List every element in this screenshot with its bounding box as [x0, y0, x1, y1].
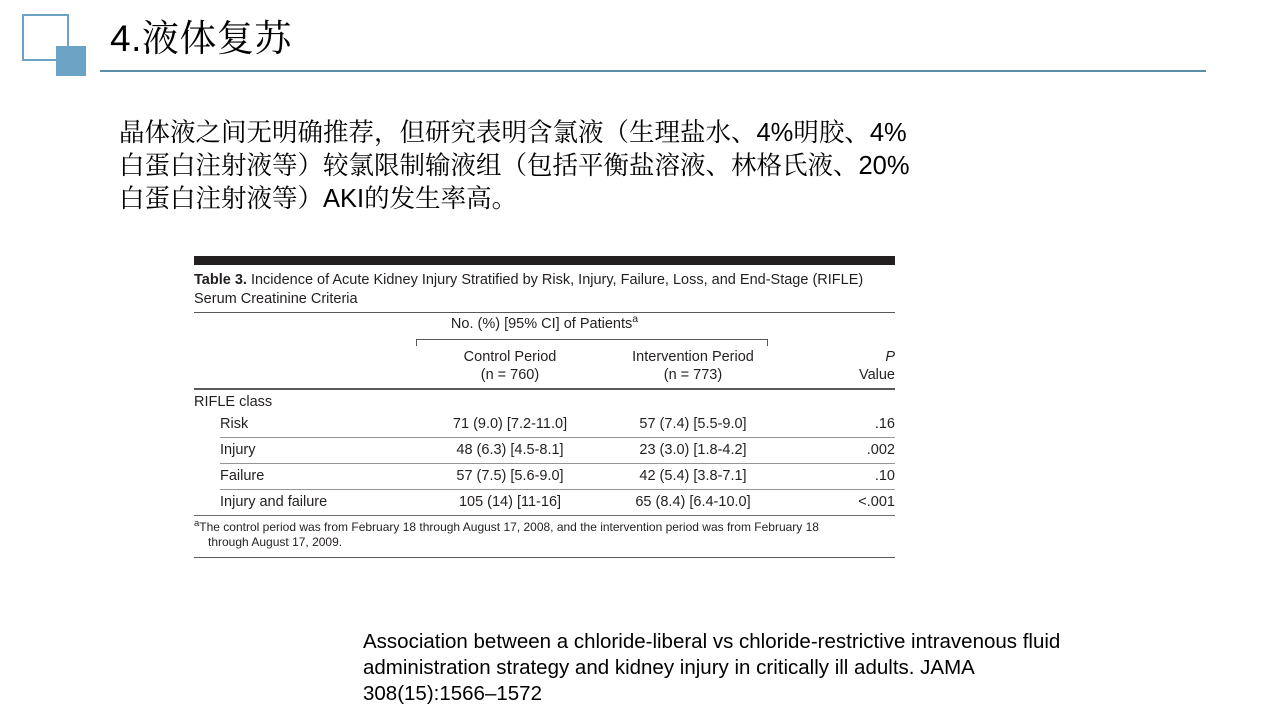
table-cell-label: Injury and failure: [220, 493, 328, 510]
body-paragraph: [119, 117, 979, 216]
table-cell-pvalue: .16: [874, 415, 895, 432]
citation-line: administration strategy and kidney injury in critically ill adults. JAMA: [363, 656, 975, 679]
table-footnote-mark: a: [194, 517, 200, 529]
column-header-intervention-period-line1: Intervention Period: [632, 349, 754, 366]
table-footnote-line2: through August 17, 2009.: [208, 534, 343, 549]
table-cell-label: Failure: [220, 467, 265, 484]
decorative-filled-square-icon: [56, 46, 86, 76]
citation: [363, 629, 1203, 707]
column-header-p-value-line2: Value: [858, 367, 895, 384]
table-bottom-rule: [194, 557, 895, 558]
column-header-intervention-period-line2: (n = 773): [663, 367, 723, 384]
table-caption-text: Incidence of Acute Kidney Injury Stratified by Risk, Injury, Failure, Loss, and End-Stage (RIFLE) Serum Creatinine Criteria: [194, 272, 864, 307]
table-cell-pvalue: <.001: [858, 493, 895, 510]
citation-line: Association between a chloride-liberal vs chloride-restrictive intravenous fluid: [363, 630, 1061, 653]
column-header-p-value: [786, 348, 895, 384]
table-cell-intervention: 42 (5.4) [3.8-7.1]: [639, 467, 747, 484]
table-group-header: [194, 313, 895, 336]
page-title: 4.液体复苏: [110, 18, 292, 59]
table-row: [194, 412, 895, 437]
table-cell-control: 48 (6.3) [4.5-8.1]: [456, 441, 564, 458]
table-row-group-label: RIFLE class: [194, 393, 273, 410]
column-header-control-period-line1: Control Period: [463, 349, 557, 366]
citation-line: 308(15):1566–1572: [363, 682, 542, 705]
table-caption-label: Table 3.: [194, 272, 247, 288]
table-cell-intervention: 23 (3.0) [1.8-4.2]: [639, 441, 747, 458]
body-paragraph-line: 白蛋白注射液等）较氯限制输液组（包括平衡盐溶液、林格氏液、20%: [119, 152, 910, 180]
body-paragraph-line: 晶体液之间无明确推荐，但研究表明含氯液（生理盐水、4%明胶、4%: [119, 119, 907, 147]
header-divider: [100, 70, 1206, 72]
body-paragraph-line: 白蛋白注射液等）AKI的发生率高。: [119, 185, 518, 213]
table-row: [194, 464, 895, 489]
table-row: [194, 438, 895, 463]
table-cell-control: 57 (7.5) [5.6-9.0]: [456, 467, 564, 484]
table-cell-intervention: 57 (7.4) [5.5-9.0]: [639, 415, 747, 432]
table-group-header-label: No. (%) [95% CI] of Patients: [450, 316, 633, 333]
table-row: [194, 490, 895, 515]
column-header-control-period-line2: (n = 760): [480, 367, 540, 384]
table-footnote-line1: The control period was from February 18 through August 17, 2008, and the intervention period was from February 18: [199, 519, 819, 534]
table-group-header-text: [194, 313, 895, 333]
slide-header: [0, 0, 1280, 90]
table-figure: [194, 256, 895, 558]
column-header-control-period: [420, 348, 600, 384]
table-cell-control: 71 (9.0) [7.2-11.0]: [452, 415, 568, 432]
table-header-bracket-shape: [416, 339, 768, 346]
table-cell-label: Risk: [220, 415, 249, 432]
table-cell-control: 105 (14) [11-16]: [458, 493, 562, 510]
table-cell-pvalue: .002: [866, 441, 895, 458]
table-top-bar: [194, 256, 895, 265]
table-caption: [194, 271, 895, 312]
table-cell-label: Injury: [220, 441, 256, 458]
table-column-headers: [194, 345, 895, 388]
column-header-intervention-period: [600, 348, 786, 384]
table-group-header-superscript: a: [632, 313, 639, 326]
table-footnote: [194, 517, 895, 550]
table-rule-under-body: [194, 515, 895, 516]
column-header-stub: [194, 348, 420, 384]
table-header-bracket: [194, 336, 895, 345]
table-cell-intervention: 65 (8.4) [6.4-10.0]: [635, 493, 751, 510]
table-cell-pvalue: .10: [874, 467, 895, 484]
column-header-p-value-line1: P: [885, 349, 895, 366]
